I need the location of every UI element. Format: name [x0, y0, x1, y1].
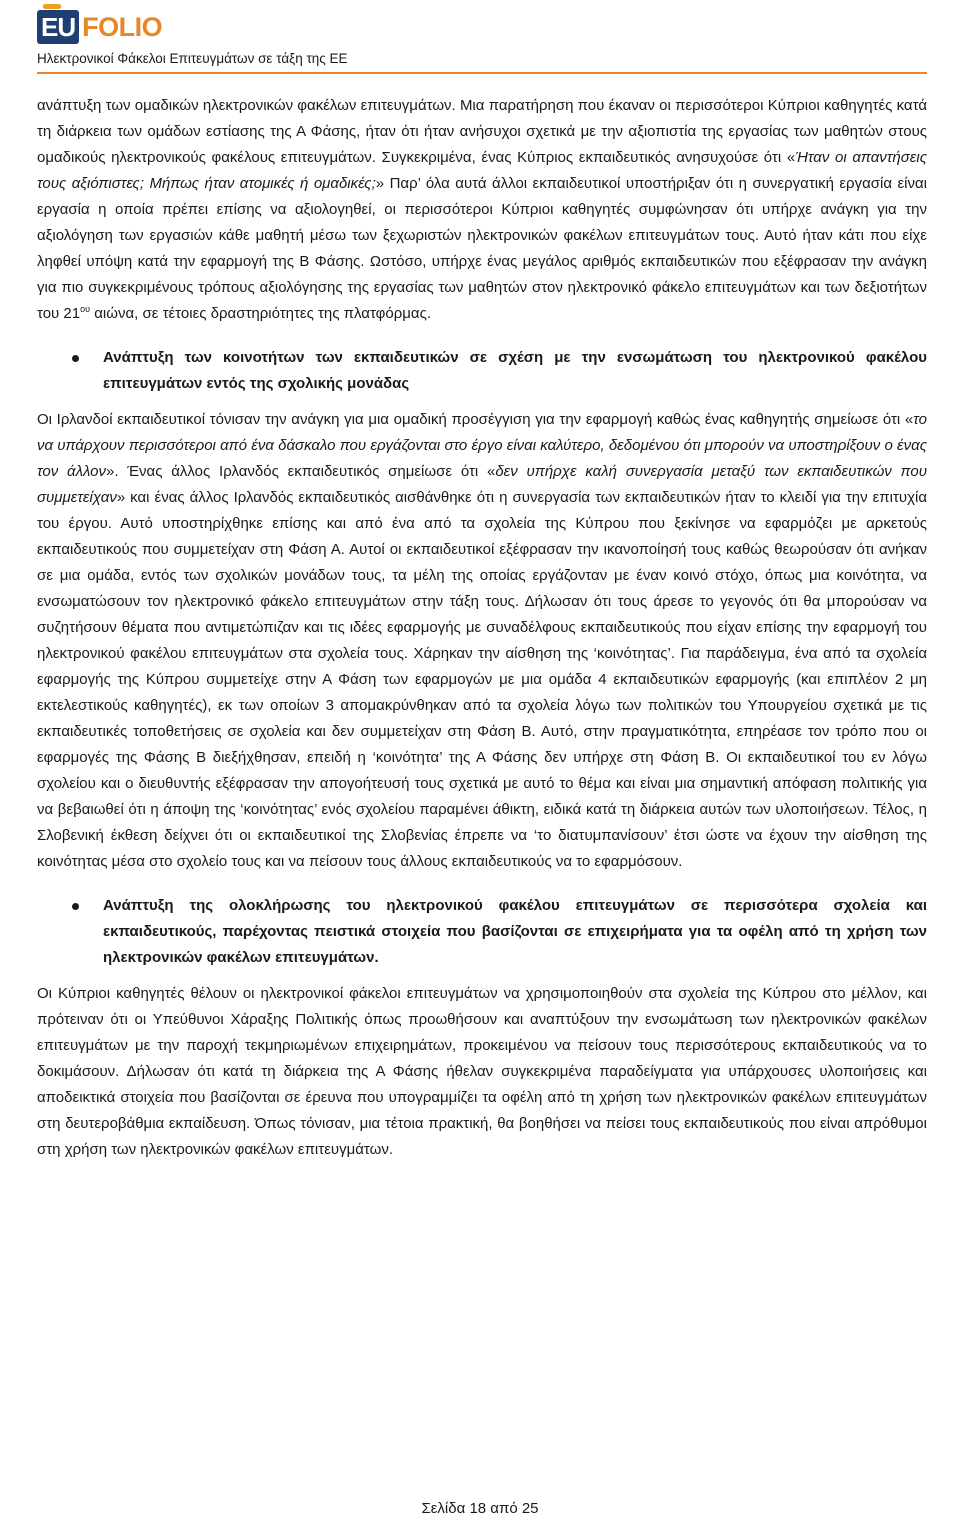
- bullet-item-2: [37, 893, 927, 971]
- p2-text-c: ». Ένας άλλος Ιρλανδός εκπαιδευτικός σημείωσε ότι «: [105, 463, 496, 480]
- page-header: [37, 6, 927, 66]
- logo-folio-text: FOLIO: [82, 11, 163, 42]
- p1-text-c: » Παρ’ όλα αυτά άλλοι εκπαιδευτικοί υποστήριξαν ότι η συνεργατική εργασία είναι εργασία η οποία πρέπει επίσης να αξιολογηθεί, οι περισσότεροι Κύπριοι καθηγητές συμφώνησαν ότι υπήρχε ανάγκη για την αξιολόγηση των εργασιών κάθε μαθητή μέσω των ξεχωριστών ηλεκτρονικών φακέλων επιτευγμάτων τους. Αυτό ήταν κάτι που είχε ληφθεί υπόψη κατά την εφαρμογή της Β Φάσης. Ωστόσο, υπήρχε ένας μεγάλος αριθμός εκπαιδευτικών που εξέφρασαν την ανάγκη για πιο συγκεκριμένους τρόπους αξιολόγησης της εργασίας των μαθητών στον ηλεκτρονικό φάκελο επιτευγμάτων και των δεξιοτήτων του 21: [37, 175, 927, 322]
- p2-quote-2: δεν υπήρχε καλή συνεργασία μεταξύ των εκπαιδευτικών που συμμετείχαν: [37, 463, 927, 506]
- p2-text-e: » και ένας άλλος Ιρλανδός εκπαιδευτικός αισθάνθηκε ότι η συνεργασία των εκπαιδευτικών ήταν το κλειδί για την επιτυχία του έργου. Αυτό υποστηρίχθηκε επίσης και από ένα από τα σχολεία της Κύπρου που ξεκίνησε να εφαρμόζει με αρκετούς εκπαιδευτικούς που συμμετείχαν στη Φάση Α. Αυτοί οι εκπαιδευτικοί εξέφρασαν την ικανοποίησή τους καθώς θεωρούσαν ότι ανήκαν σε μια ομάδα, εντός των σχολικών μονάδων τους, τα μέλη της οποίας εργάζονταν με έναν κοινό στόχο, όπως μια κοινότητα, να ενσωματώσουν τον ηλεκτρονικό φάκελο επιτευγμάτων στην τάξη τους. Δήλωσαν ότι τους άρεσε το γεγονός ότι θα μπορούσαν να συζητήσουν θέματα που αντιμετώπιζαν και τις ιδέες εφαρμογής με συναδέλφους εκπαιδευτικούς που είχαν επίσης την εφαρμογή του ηλεκτρονικού φακέλου επιτευγμάτων στα σχολεία τους. Χάρηκαν την αίσθηση της ‘κοινότητας’. Για παράδειγμα, ένα από τα σχολεία εφαρμογής της Κύπρου συμμετείχε στην Α Φάση των εφαρμογών με μια ομάδα 4 εκπαιδευτικών εφαρμογής (και επιπλέον 2 μη εκτελεστικούς καθηγητές), εκ των οποίων 3 απομακρύνθηκαν από τα σχολεία λόγω των πολιτικών του Υπουργείου σχετικά με τις εκπαιδευτικές τοποθετήσεις σε σχολεία και δεν συμμετείχαν στη Φάση Β. Αυτό, στην πραγματικότητα, επηρέασε τον τρόπο που οι εφαρμογές της Φάσης Β διεξήχθησαν, επειδή η ‘κοινότητα’ της Α Φάσης δεν υπήρχε στη Φάση Β. Οι εκπαιδευτικοί του εν λόγω σχολείου και ο διευθυντής εξέφρασαν την απογοήτευσή τους σχετικά με αυτό το θέμα και είναι μια σημαντική απόφαση πολιτικής για να βεβαιωθεί ότι η άποψη της ‘κοινότητας’ ενός σχολείου παραμένει άθικτη, ειδικά κατά τη διάρκεια αυτών των υλοποιήσεων. Τέλος, η Σλοβενική έκθεση δείχνει ότι οι εκπαιδευτικοί της Σλοβενίας έπρεπε να ‘το διατυμπανίσουν’ έτσι ώστε να έχουν την αίσθηση της κοινότητας μέσα στο σχολείο τους και να πείσουν τους άλλους εκπαιδευτικούς να το εφαρμόσουν.: [37, 489, 927, 870]
- bullet-item-1: [37, 345, 927, 397]
- paragraph-2: [37, 407, 927, 875]
- bullet-dot-icon: [37, 345, 103, 397]
- paragraph-1: [37, 93, 927, 327]
- header-divider: [37, 72, 927, 74]
- p1-superscript: ου: [80, 304, 91, 314]
- bullet-heading-1: Ανάπτυξη των κοινοτήτων των εκπαιδευτικών σε σχέση με την ενσωμάτωση του ηλεκτρονικού φακέλου επιτευγμάτων εντός της σχολικής μονάδας: [103, 349, 927, 392]
- p2-quote-1: το να υπάρχουν περισσότεροι από ένα δάσκαλο που εργάζονται στο έργο είναι καλύτερο, δεδομένου ότι μπορούν να υποστηρίξουν ο ένας τον άλλον: [37, 411, 927, 480]
- document-body: [37, 93, 927, 1163]
- p1-text-a: ανάπτυξη των ομαδικών ηλεκτρονικών φακέλων επιτευγμάτων. Μια παρατήρηση που έκαναν οι περισσότεροι Κύπριοι καθηγητές κατά τη διάρκεια των ομάδων εστίασης της Α Φάσης, ήταν ότι ήταν ανήσυχοι σχετικά με την αξιοπιστία της εργασίας των μαθητών στους ομαδικούς ηλεκτρονικούς φακέλους επιτευγμάτων. Συγκεκριμένα, ένας Κύπριος εκπαιδευτικός ανησυχούσε ότι «: [37, 97, 927, 166]
- paragraph-3: Οι Κύπριοι καθηγητές θέλουν οι ηλεκτρονικοί φάκελοι επιτευγμάτων να χρησιμοποιηθούν στα σχολεία της Κύπρου στο μέλλον, και πρότειναν ότι οι Υπεύθυνοι Χάραξης Πολιτικής όπως προωθήσουν και αναπτύξουν την ενσωμάτωση των ηλεκτρονικών φακέλων επιτευγμάτων με την παροχή τεκμηριωμένων επιχειρημάτων, προκειμένου να πείσουν τους περισσότερους εκπαιδευτικούς να το δοκιμάσουν. Δήλωσαν ότι κατά τη διάρκεια της Α Φάσης ήθελαν συγκεκριμένα παραδείγματα για υπάρχουσες υλοποιήσεις και αποδεικτικά στοιχεία που βασίζονται σε έρευνα που υπογραμμίζει τα οφέλη από τη χρήση των ηλεκτρονικών φακέλων επιτευγμάτων στη δευτεροβάθμια εκπαίδευση. Όπως τόνισαν, μια τέτοια πρακτική, θα βοηθήσει να πείσει τους εκπαιδευτικούς που είναι απρόθυμοι στη χρήση των ηλεκτρονικών φακέλων επιτευγμάτων.: [37, 985, 927, 1158]
- eufolio-logo: [37, 6, 927, 48]
- p1-text-d: αιώνα, σε τέτοιες δραστηριότητες της πλατφόρμας.: [90, 305, 431, 322]
- logo-eu-mark: EU: [37, 10, 79, 44]
- bullet-dot-icon: [37, 893, 103, 971]
- p1-quote: Ήταν οι απαντήσεις τους αξιόπιστες; Μήπως ήταν ατομικές ή ομαδικές;: [37, 149, 927, 192]
- header-subtitle: Ηλεκτρονικοί Φάκελοι Επιτευγμάτων σε τάξη της ΕΕ: [37, 51, 348, 66]
- page-number: Σελίδα 18 από 25: [421, 1500, 539, 1517]
- bullet-heading-2: Ανάπτυξη της ολοκλήρωσης του ηλεκτρονικού φακέλου επιτευγμάτων σε περισσότερα σχολεία και εκπαιδευτικούς, παρέχοντας πειστικά στοιχεία που βασίζονται σε επιχειρήματα για τα οφέλη από τη χρήση των ηλεκτρονικών φακέλων επιτευγμάτων.: [103, 897, 927, 966]
- p2-text-a: Οι Ιρλανδοί εκπαιδευτικοί τόνισαν την ανάγκη για μια ομαδική προσέγγιση για την εφαρμογή καθώς ένας καθηγητής σημείωσε ότι «: [37, 411, 914, 428]
